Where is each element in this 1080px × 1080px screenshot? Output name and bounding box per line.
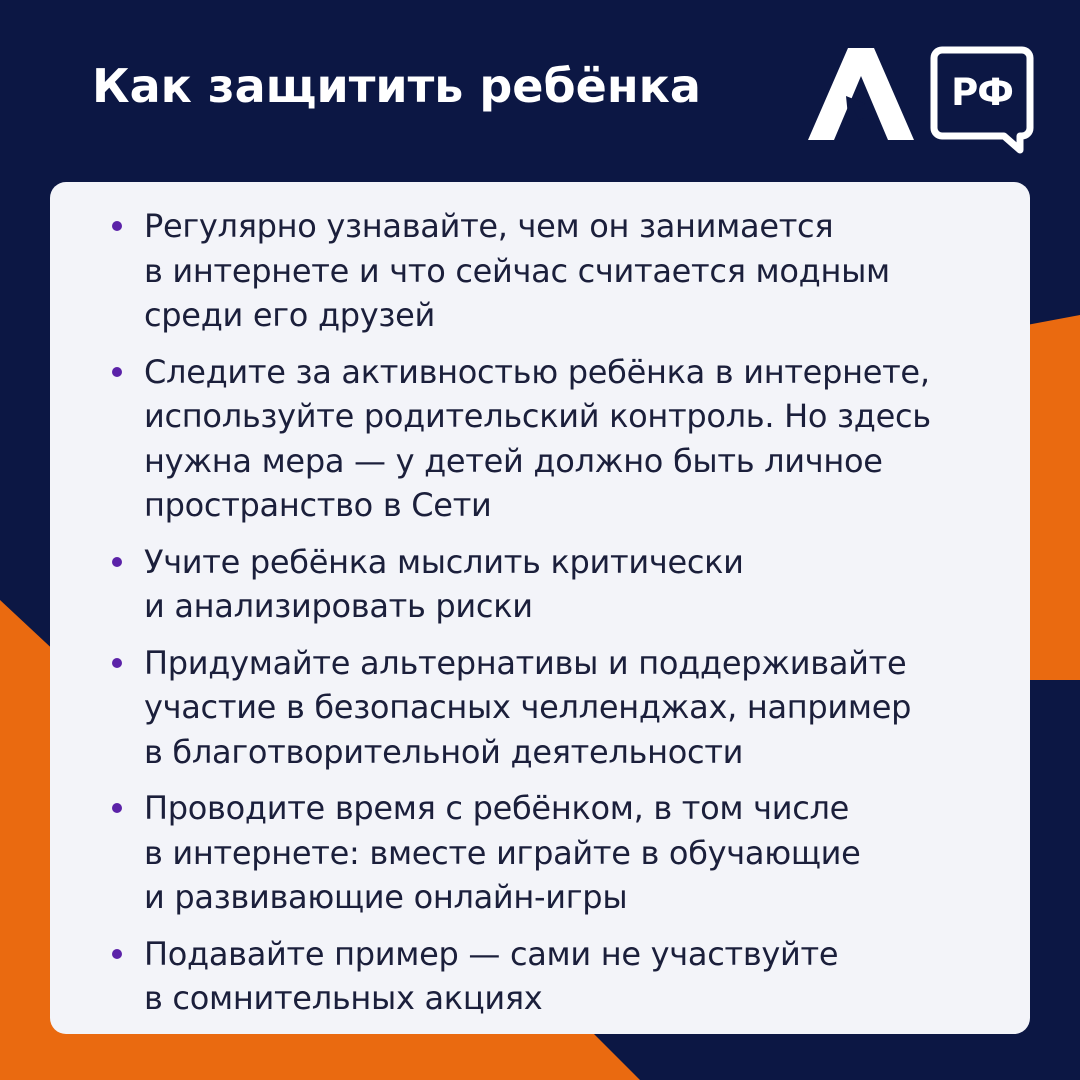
tip-line: Следите за активностью ребёнка в интернете, (144, 352, 930, 391)
tips-list (144, 204, 990, 1021)
page-title: Как защитить ребёнка (92, 59, 701, 113)
tip-line: среди его друзей (144, 296, 436, 334)
a-cursor-logo-icon (808, 48, 914, 140)
tip-line: нужна мера — у детей должно быть личное (144, 441, 883, 480)
bullet-dot-icon (112, 803, 122, 813)
tip-line: в интернете и что сейчас считается модным (144, 251, 890, 290)
bullet-dot-icon (112, 658, 122, 668)
tip-line: используйте родительский контроль. Но здесь (144, 397, 931, 435)
tip-line: в сомнительных акциях (144, 979, 543, 1017)
tip-item (144, 540, 990, 629)
tip-item (144, 350, 990, 528)
tip-line: в благотворительной деятельности (144, 732, 744, 771)
tip-line: и анализировать риски (144, 587, 533, 625)
tip-item (144, 786, 990, 920)
rf-logo-label: РФ (951, 71, 1013, 114)
tips-card (50, 182, 1030, 1034)
tip-line: и развивающие онлайн-игры (144, 878, 628, 916)
bullet-dot-icon (112, 221, 122, 231)
tip-line: Регулярно узнавайте, чем он занимается (144, 207, 834, 245)
bullet-dot-icon (112, 367, 122, 377)
bullet-dot-icon (112, 949, 122, 959)
tip-line: в интернете: вместе играйте в обучающие (144, 833, 861, 872)
bullet-dot-icon (112, 557, 122, 567)
tip-item (144, 641, 990, 775)
tip-item (144, 204, 990, 338)
tip-line: пространство в Сети (144, 486, 492, 524)
tip-line: Подавайте пример — сами не участвуйте (144, 934, 839, 973)
tip-line: Придумайте альтернативы и поддерживайте (144, 643, 907, 682)
tip-line: Учите ребёнка мыслить критически (144, 542, 744, 581)
tip-line: Проводите время с ребёнком, в том числе (144, 789, 850, 827)
tip-item (144, 932, 990, 1021)
tip-line: участие в безопасных челленджах, например (144, 688, 912, 726)
